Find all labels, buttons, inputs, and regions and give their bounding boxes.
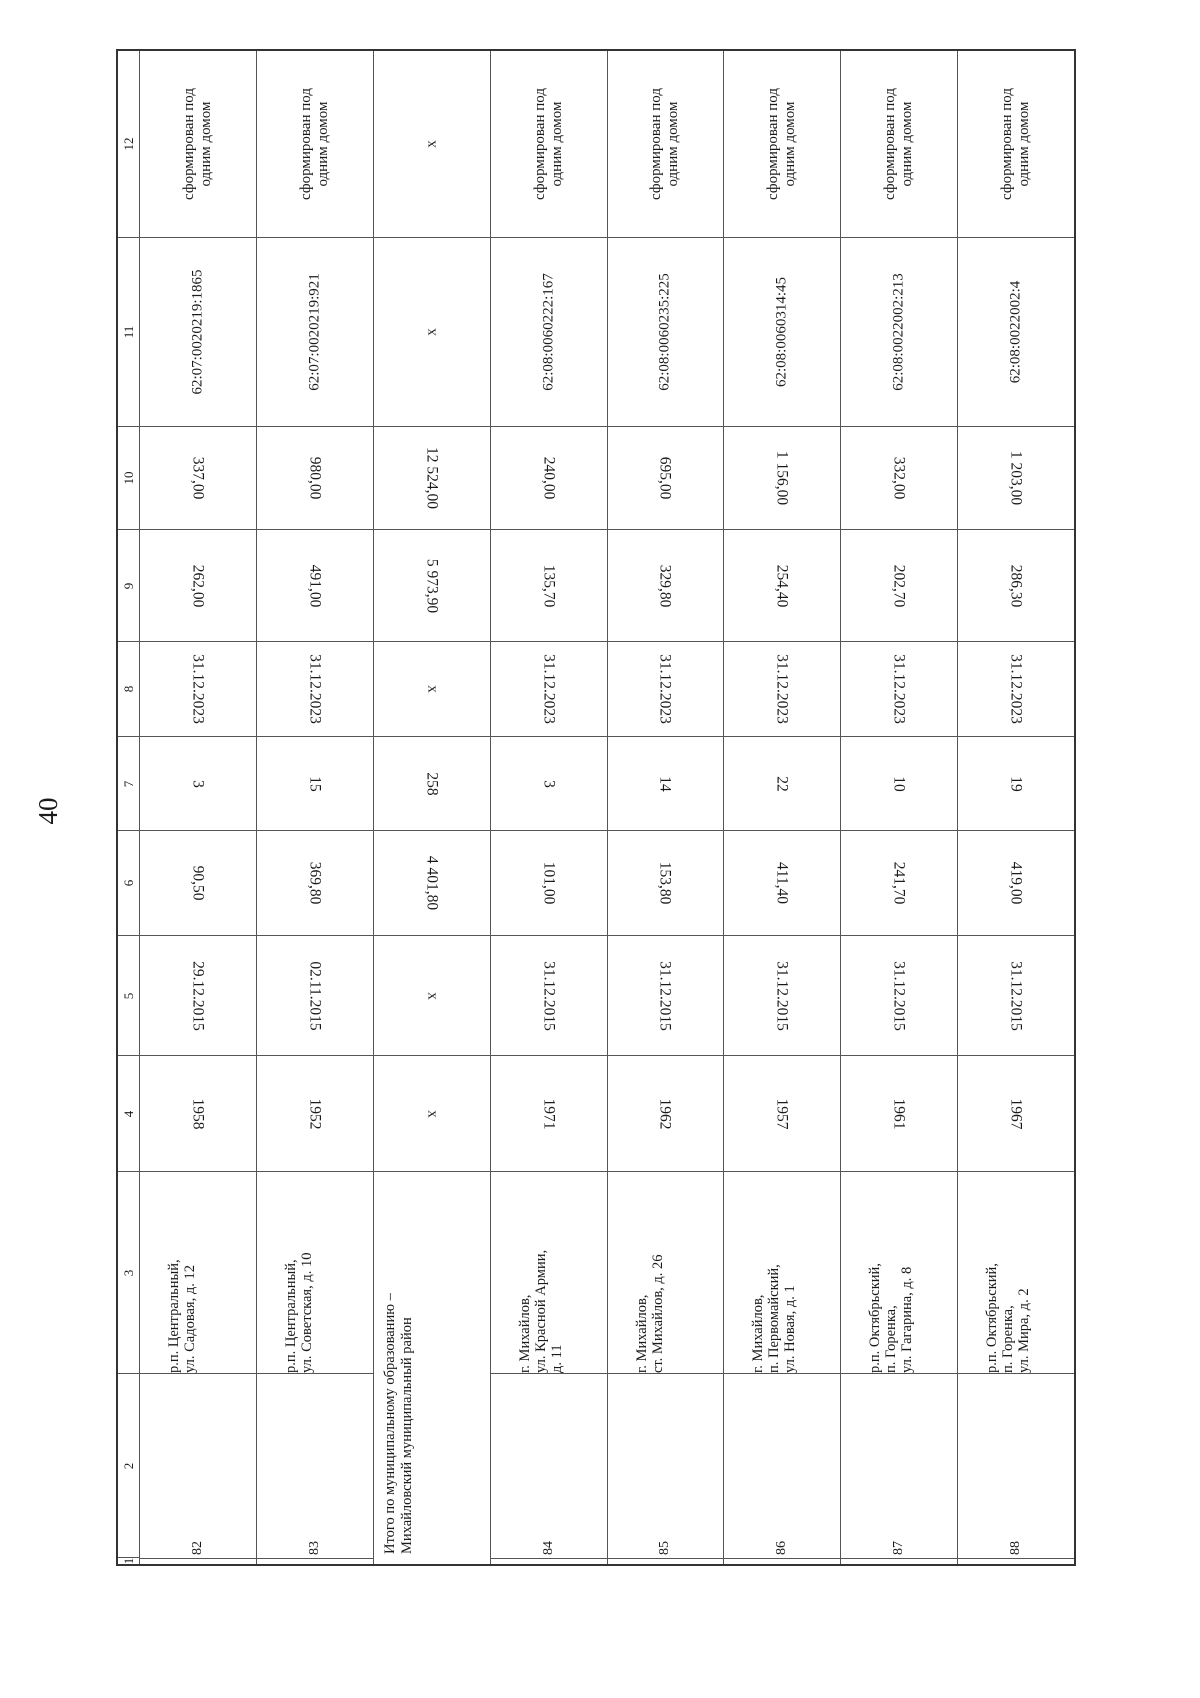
cell-address <box>958 1172 1074 1374</box>
address-line: ул. Советская, д. 10 <box>298 1252 315 1373</box>
value-area10: 1 203,00 <box>1007 450 1025 506</box>
value-date5: x <box>424 991 441 1000</box>
cell-date8 <box>491 642 607 737</box>
cell-area10 <box>841 427 957 530</box>
value-area9: 254,40 <box>773 564 791 607</box>
cell-area9 <box>257 530 373 642</box>
cell-date5 <box>841 936 957 1056</box>
value-year: 1957 <box>773 1098 791 1129</box>
cell-col2 <box>958 1374 1074 1558</box>
address-line: ул. Гагарина, д. 8 <box>899 1266 916 1373</box>
note-text <box>423 140 440 148</box>
note-text <box>999 88 1033 200</box>
cell-row-number <box>608 1541 724 1564</box>
header-number: 10 <box>120 471 136 485</box>
cell-year <box>608 1056 724 1172</box>
cell-row-number <box>257 1541 373 1564</box>
address-line: п. Горенка, <box>883 1305 900 1373</box>
cell-year <box>724 1056 840 1172</box>
value-people7: 14 <box>656 775 674 792</box>
cell-area6 <box>374 831 490 936</box>
note-line: сформирован под <box>180 88 197 200</box>
cell-cadastral <box>608 238 724 427</box>
cell-area10 <box>608 427 724 530</box>
address <box>517 1183 565 1373</box>
cell-note <box>491 51 607 238</box>
cell-area10 <box>724 427 840 530</box>
cell-col2 <box>257 1374 373 1558</box>
cell-date5 <box>140 936 256 1056</box>
note-line: сформирован под <box>882 88 899 200</box>
address-line: р.п. Центральный, <box>166 1259 182 1373</box>
address <box>283 1183 315 1373</box>
cell-date8 <box>140 642 256 737</box>
cell-date5 <box>374 936 490 1056</box>
cell-area6 <box>841 831 957 936</box>
header-cell <box>118 530 139 642</box>
address-line: ул. Мира, д. 2 <box>1016 1288 1033 1373</box>
address-line: г. Михайлов, <box>633 1294 650 1373</box>
cell-year <box>374 1056 490 1172</box>
note-line: сформирован под <box>999 88 1016 200</box>
address-line: р.п. Центральный, <box>282 1259 299 1373</box>
cell-note <box>958 51 1074 238</box>
cadastral-number: 62:08:0022002:213 <box>890 273 907 391</box>
cell-area10 <box>140 427 256 530</box>
cell-people7 <box>140 737 256 831</box>
cell-area6 <box>608 831 724 936</box>
value-date5: 02.11.2015 <box>306 960 324 1031</box>
row-number: 82 <box>189 1541 205 1555</box>
value-area6: 4 401,80 <box>423 855 441 911</box>
value-year: 1952 <box>306 1098 324 1129</box>
header-cell <box>118 642 139 737</box>
value-people7: 3 <box>189 779 207 788</box>
value-area6: 241,70 <box>890 861 908 905</box>
address <box>166 1183 198 1373</box>
page-number: 40 <box>33 797 63 825</box>
header-cell <box>118 831 139 936</box>
note-line: одним домом <box>548 101 565 187</box>
value-date8: 31.12.2023 <box>540 654 558 724</box>
value-date8: 31.12.2023 <box>1007 654 1025 724</box>
value-area6: 101,00 <box>540 861 558 905</box>
row-number: 88 <box>1008 1541 1024 1555</box>
row-number: 86 <box>774 1541 790 1555</box>
note-text <box>298 88 332 200</box>
value-people7: 258 <box>423 771 441 796</box>
address <box>750 1183 798 1373</box>
cell-address <box>491 1172 607 1374</box>
header-number: 8 <box>120 685 136 693</box>
cell-date5 <box>724 936 840 1056</box>
value-people7: 19 <box>1007 775 1025 792</box>
cell-cadastral <box>257 238 373 427</box>
cell-cadastral <box>958 238 1074 427</box>
cell-area9 <box>724 530 840 642</box>
cell-date5 <box>491 936 607 1056</box>
value-area9: 491,00 <box>306 564 324 607</box>
cadastral-number: 62:08:0022002:4 <box>1007 280 1024 384</box>
cell-note <box>608 51 724 238</box>
total-label-cell <box>374 1172 490 1564</box>
cell-address <box>841 1172 957 1374</box>
value-date5: 31.12.2015 <box>890 960 908 1031</box>
cadastral-number: 62:08:0060235:225 <box>656 273 673 391</box>
value-area9: 262,00 <box>189 564 207 607</box>
cadastral-number: 62:07:0020219:1865 <box>189 269 206 395</box>
value-area9: 202,70 <box>890 564 908 607</box>
note-line: сформирован под <box>648 88 665 200</box>
table-row <box>257 51 374 1564</box>
cell-area10 <box>958 427 1074 530</box>
address-line: г. Михайлов, <box>750 1294 767 1373</box>
header-number: 6 <box>120 879 136 887</box>
header-cell <box>118 1056 139 1172</box>
cell-date8 <box>608 642 724 737</box>
cell-year <box>491 1056 607 1172</box>
header-number: 5 <box>120 992 136 999</box>
cell-address <box>140 1172 256 1374</box>
value-people7: 10 <box>890 775 908 792</box>
cell-note <box>374 51 490 238</box>
cell-row-number <box>958 1541 1074 1564</box>
cell-year <box>958 1056 1074 1172</box>
value-area6: 411,40 <box>773 861 791 905</box>
cell-year <box>841 1056 957 1172</box>
cell-year <box>140 1056 256 1172</box>
header-column <box>118 51 140 1564</box>
cell-cadastral <box>841 238 957 427</box>
cell-area10 <box>491 427 607 530</box>
value-area6: 419,00 <box>1007 861 1025 905</box>
cell-date5 <box>608 936 724 1056</box>
note-text <box>882 88 916 200</box>
value-date5: 29.12.2015 <box>189 960 207 1031</box>
note-line: сформирован под <box>531 88 548 200</box>
note-line: одним домом <box>782 101 799 187</box>
value-date5: 31.12.2015 <box>773 960 791 1031</box>
value-people7: 22 <box>773 775 791 792</box>
cell-cadastral <box>140 238 256 427</box>
cell-address <box>608 1172 724 1374</box>
table-row <box>841 51 958 1564</box>
address-line: ул. Садовая, д. 12 <box>182 1265 198 1373</box>
note-line: сформирован под <box>297 88 314 200</box>
value-year: 1971 <box>540 1098 558 1129</box>
value-people7: 15 <box>306 775 324 792</box>
address-line: ул. Новая, д. 1 <box>782 1285 799 1373</box>
header-cell <box>118 737 139 831</box>
value-date5: 31.12.2015 <box>1007 960 1025 1031</box>
cell-row-number <box>841 1541 957 1564</box>
cell-area6 <box>140 831 256 936</box>
table-row <box>958 51 1074 1564</box>
note-line: одним домом <box>665 101 682 187</box>
value-date8: 31.12.2023 <box>773 654 791 724</box>
header-cell <box>118 1558 139 1564</box>
value-date5: 31.12.2015 <box>656 960 674 1031</box>
cell-year <box>257 1056 373 1172</box>
data-table <box>116 49 1076 1566</box>
value-area6: 369,80 <box>306 861 324 905</box>
cell-area6 <box>491 831 607 936</box>
total-label-line: Михайловский муниципальный район <box>398 1317 415 1554</box>
note-line: x <box>423 140 440 148</box>
cadastral-number: 62:08:0060314:45 <box>773 276 790 388</box>
value-year: 1967 <box>1007 1098 1025 1129</box>
header-cell <box>118 936 139 1056</box>
address-line: ст. Михайлов, д. 26 <box>649 1254 666 1373</box>
value-year: x <box>424 1109 441 1118</box>
cell-note <box>257 51 373 238</box>
cell-date8 <box>374 642 490 737</box>
cell-address <box>257 1172 373 1374</box>
header-number: 4 <box>120 1110 136 1117</box>
cell-col2 <box>841 1374 957 1558</box>
cell-date8 <box>724 642 840 737</box>
cell-note <box>140 51 256 238</box>
table-row <box>724 51 841 1564</box>
header-cell <box>118 238 139 427</box>
cadastral-number: x <box>423 328 440 336</box>
cell-area9 <box>841 530 957 642</box>
header-number: 2 <box>120 1462 136 1469</box>
cell-col2 <box>608 1374 724 1558</box>
header-number: 7 <box>120 780 136 787</box>
note-text <box>765 88 799 200</box>
cell-area10 <box>257 427 373 530</box>
header-number: 11 <box>120 325 136 339</box>
cell-address <box>724 1172 840 1374</box>
cell-area10 <box>374 427 490 530</box>
note-text <box>181 88 215 200</box>
cell-col2 <box>724 1374 840 1558</box>
value-people7: 3 <box>540 779 558 788</box>
note-line: одним домом <box>314 101 331 187</box>
value-area10: 1 156,00 <box>773 450 791 506</box>
address <box>634 1183 666 1373</box>
value-area10: 332,00 <box>890 456 908 500</box>
value-date8: 31.12.2023 <box>656 654 674 724</box>
note-line: сформирован под <box>765 88 782 200</box>
cell-area9 <box>608 530 724 642</box>
value-area6: 90,50 <box>189 865 207 901</box>
value-date8: 31.12.2023 <box>189 654 207 724</box>
value-area9: 5 973,90 <box>423 558 441 613</box>
cell-note <box>841 51 957 238</box>
cell-date8 <box>958 642 1074 737</box>
cell-people7 <box>724 737 840 831</box>
note-text <box>648 88 682 200</box>
address-line: д. 11 <box>548 1344 565 1373</box>
cell-date5 <box>257 936 373 1056</box>
value-date8: 31.12.2023 <box>306 654 324 724</box>
cell-area6 <box>257 831 373 936</box>
cell-people7 <box>257 737 373 831</box>
cell-date5 <box>958 936 1074 1056</box>
header-cell <box>118 427 139 530</box>
cell-cadastral <box>374 238 490 427</box>
value-area9: 135,70 <box>540 564 558 607</box>
cell-people7 <box>841 737 957 831</box>
address <box>984 1183 1032 1373</box>
cadastral-number: 62:08:0060222:167 <box>540 273 557 391</box>
value-year: 1962 <box>656 1098 674 1129</box>
note-line: одним домом <box>197 101 214 187</box>
cell-area9 <box>958 530 1074 642</box>
cell-cadastral <box>491 238 607 427</box>
cell-note <box>724 51 840 238</box>
header-number: 9 <box>120 582 136 589</box>
cell-area9 <box>491 530 607 642</box>
cell-people7 <box>491 737 607 831</box>
value-area10: 12 524,00 <box>423 447 441 509</box>
header-cell <box>118 1172 139 1374</box>
cell-col2 <box>140 1374 256 1558</box>
table-row <box>374 51 491 1564</box>
note-line: одним домом <box>1016 101 1033 187</box>
total-label <box>382 1174 416 1554</box>
cell-area9 <box>374 530 490 642</box>
value-year: 1958 <box>189 1098 207 1129</box>
row-number: 83 <box>306 1541 322 1555</box>
value-date8: 31.12.2023 <box>890 654 908 724</box>
value-area6: 153,80 <box>656 861 674 905</box>
address-line: р.п. Октябрьский, <box>867 1263 884 1373</box>
address-line: р.п. Октябрьский, <box>984 1263 1001 1373</box>
table-row <box>608 51 725 1564</box>
address <box>867 1183 915 1373</box>
header-number: 1 <box>120 1557 136 1565</box>
value-area10: 240,00 <box>540 456 558 500</box>
value-area9: 329,80 <box>656 564 674 607</box>
cadastral-number: 62:07:0020219:921 <box>306 273 323 391</box>
cell-people7 <box>374 737 490 831</box>
value-area10: 337,00 <box>189 456 207 500</box>
row-number: 85 <box>657 1541 673 1555</box>
table-row <box>491 51 608 1564</box>
value-area9: 286,30 <box>1007 564 1025 607</box>
cell-row-number <box>724 1541 840 1564</box>
header-number: 12 <box>120 137 136 151</box>
header-number: 3 <box>120 1269 136 1276</box>
cell-people7 <box>608 737 724 831</box>
row-number: 84 <box>540 1541 556 1555</box>
note-text <box>532 88 566 200</box>
header-cell <box>118 1374 139 1558</box>
address-line: п. Горенка, <box>1000 1305 1017 1373</box>
cell-col2 <box>491 1374 607 1558</box>
value-date5: 31.12.2015 <box>540 960 558 1031</box>
value-date8: x <box>424 685 441 693</box>
header-cell <box>118 51 139 238</box>
total-label-line: Итого по муниципальному образованию – <box>381 1293 398 1554</box>
address-line: ул. Красной Армии, <box>532 1249 549 1373</box>
value-area10: 980,00 <box>306 456 324 500</box>
table-row <box>140 51 257 1564</box>
cell-people7 <box>958 737 1074 831</box>
cell-cadastral <box>724 238 840 427</box>
cell-row-number <box>140 1541 256 1564</box>
cell-row-number <box>491 1541 607 1564</box>
cell-area6 <box>958 831 1074 936</box>
row-number: 87 <box>891 1541 907 1555</box>
address-line: п. Первомайский, <box>766 1264 783 1373</box>
note-line: одним домом <box>899 101 916 187</box>
cell-date8 <box>257 642 373 737</box>
value-area10: 695,00 <box>656 456 674 500</box>
cell-date8 <box>841 642 957 737</box>
cell-area9 <box>140 530 256 642</box>
value-year: 1961 <box>890 1098 908 1129</box>
cell-area6 <box>724 831 840 936</box>
address-line: г. Михайлов, <box>516 1294 533 1373</box>
